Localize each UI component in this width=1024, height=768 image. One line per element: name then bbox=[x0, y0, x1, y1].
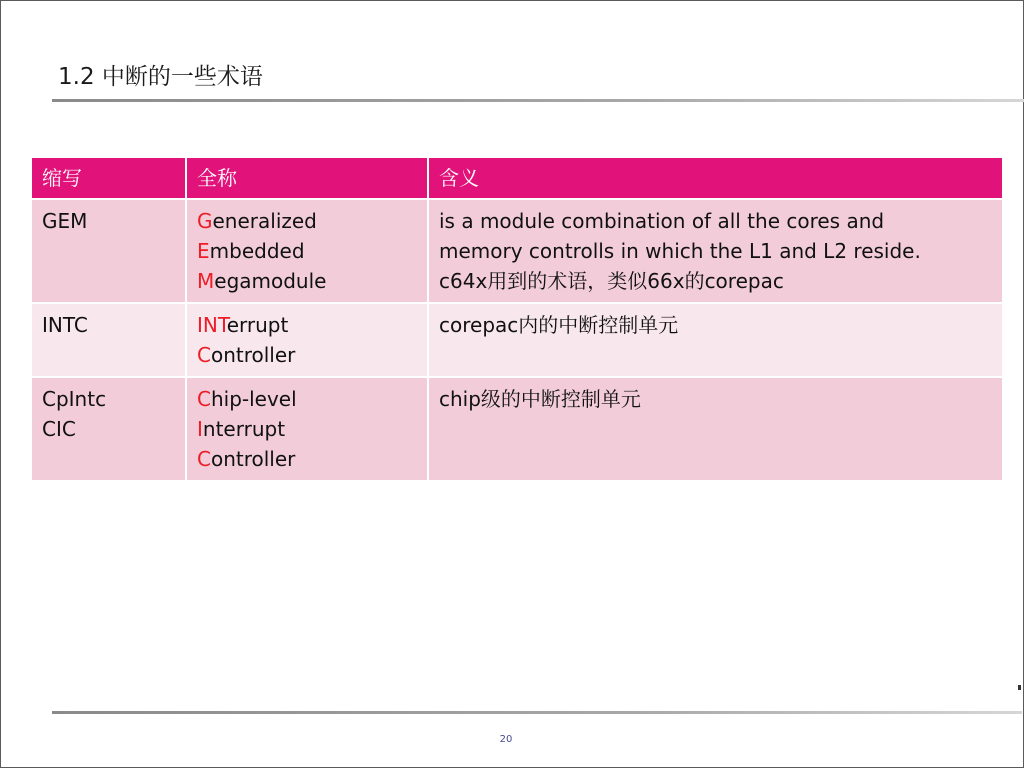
word-rest: eneralized bbox=[212, 209, 317, 233]
terms-table bbox=[30, 156, 1004, 482]
abbr-text: GEM bbox=[42, 209, 88, 233]
acronym-letter: G bbox=[197, 209, 213, 233]
full-name-line bbox=[197, 384, 417, 414]
acronym-letter: C bbox=[197, 343, 211, 367]
meaning-line: corepac内的中断控制单元 bbox=[439, 313, 679, 337]
full-name-line bbox=[197, 444, 417, 474]
word-rest: egamodule bbox=[214, 269, 327, 293]
table-row-gem bbox=[31, 199, 1003, 303]
edge-mark bbox=[1018, 685, 1021, 690]
abbr-cell bbox=[31, 303, 186, 377]
meaning-cell bbox=[428, 199, 1003, 303]
slide-title: 1.2 中断的一些术语 bbox=[58, 64, 263, 90]
header-abbreviation: 缩写 bbox=[31, 157, 186, 199]
table-row-intc bbox=[31, 303, 1003, 377]
acronym-letter: INT bbox=[197, 313, 227, 337]
word-rest: ontroller bbox=[210, 447, 296, 471]
meaning-cell bbox=[428, 303, 1003, 377]
full-name-line bbox=[197, 414, 417, 444]
acronym-letter: C bbox=[197, 447, 211, 471]
full-name-line bbox=[197, 340, 417, 370]
full-name-cell bbox=[186, 199, 428, 303]
abbr-cell bbox=[31, 377, 186, 481]
header-full-name: 全称 bbox=[186, 157, 428, 199]
meaning-line: c64x用到的术语，类似66x的corepac bbox=[439, 269, 784, 293]
word-rest: ontroller bbox=[210, 343, 296, 367]
meaning-line: is a module combination of all the cores and bbox=[439, 209, 885, 233]
acronym-letter: M bbox=[197, 269, 215, 293]
full-name-line bbox=[197, 236, 417, 266]
abbr-text: INTC bbox=[42, 313, 88, 337]
meaning-line: chip级的中断控制单元 bbox=[439, 387, 641, 411]
full-name-line bbox=[197, 310, 417, 340]
acronym-letter: E bbox=[197, 239, 210, 263]
table-header-row bbox=[31, 157, 1003, 199]
footer-divider bbox=[52, 711, 1022, 714]
meaning-cell bbox=[428, 377, 1003, 481]
abbr-cell bbox=[31, 199, 186, 303]
word-rest: nterrupt bbox=[202, 417, 286, 441]
abbr-text: CIC bbox=[42, 417, 76, 441]
table-row-cpintc bbox=[31, 377, 1003, 481]
acronym-letter: I bbox=[197, 417, 203, 441]
full-name-line bbox=[197, 266, 417, 296]
word-rest: mbedded bbox=[209, 239, 305, 263]
full-name-cell bbox=[186, 303, 428, 377]
full-name-line bbox=[197, 206, 417, 236]
header-meaning: 含义 bbox=[428, 157, 1003, 199]
word-rest: hip-level bbox=[210, 387, 297, 411]
acronym-letter: C bbox=[197, 387, 211, 411]
word-rest: errupt bbox=[226, 313, 289, 337]
abbr-text: CpIntc bbox=[42, 387, 107, 411]
meaning-line: memory controlls in which the L1 and L2 reside. bbox=[439, 239, 921, 263]
page-number: 20 bbox=[499, 734, 513, 745]
title-divider bbox=[52, 99, 1024, 102]
full-name-cell bbox=[186, 377, 428, 481]
